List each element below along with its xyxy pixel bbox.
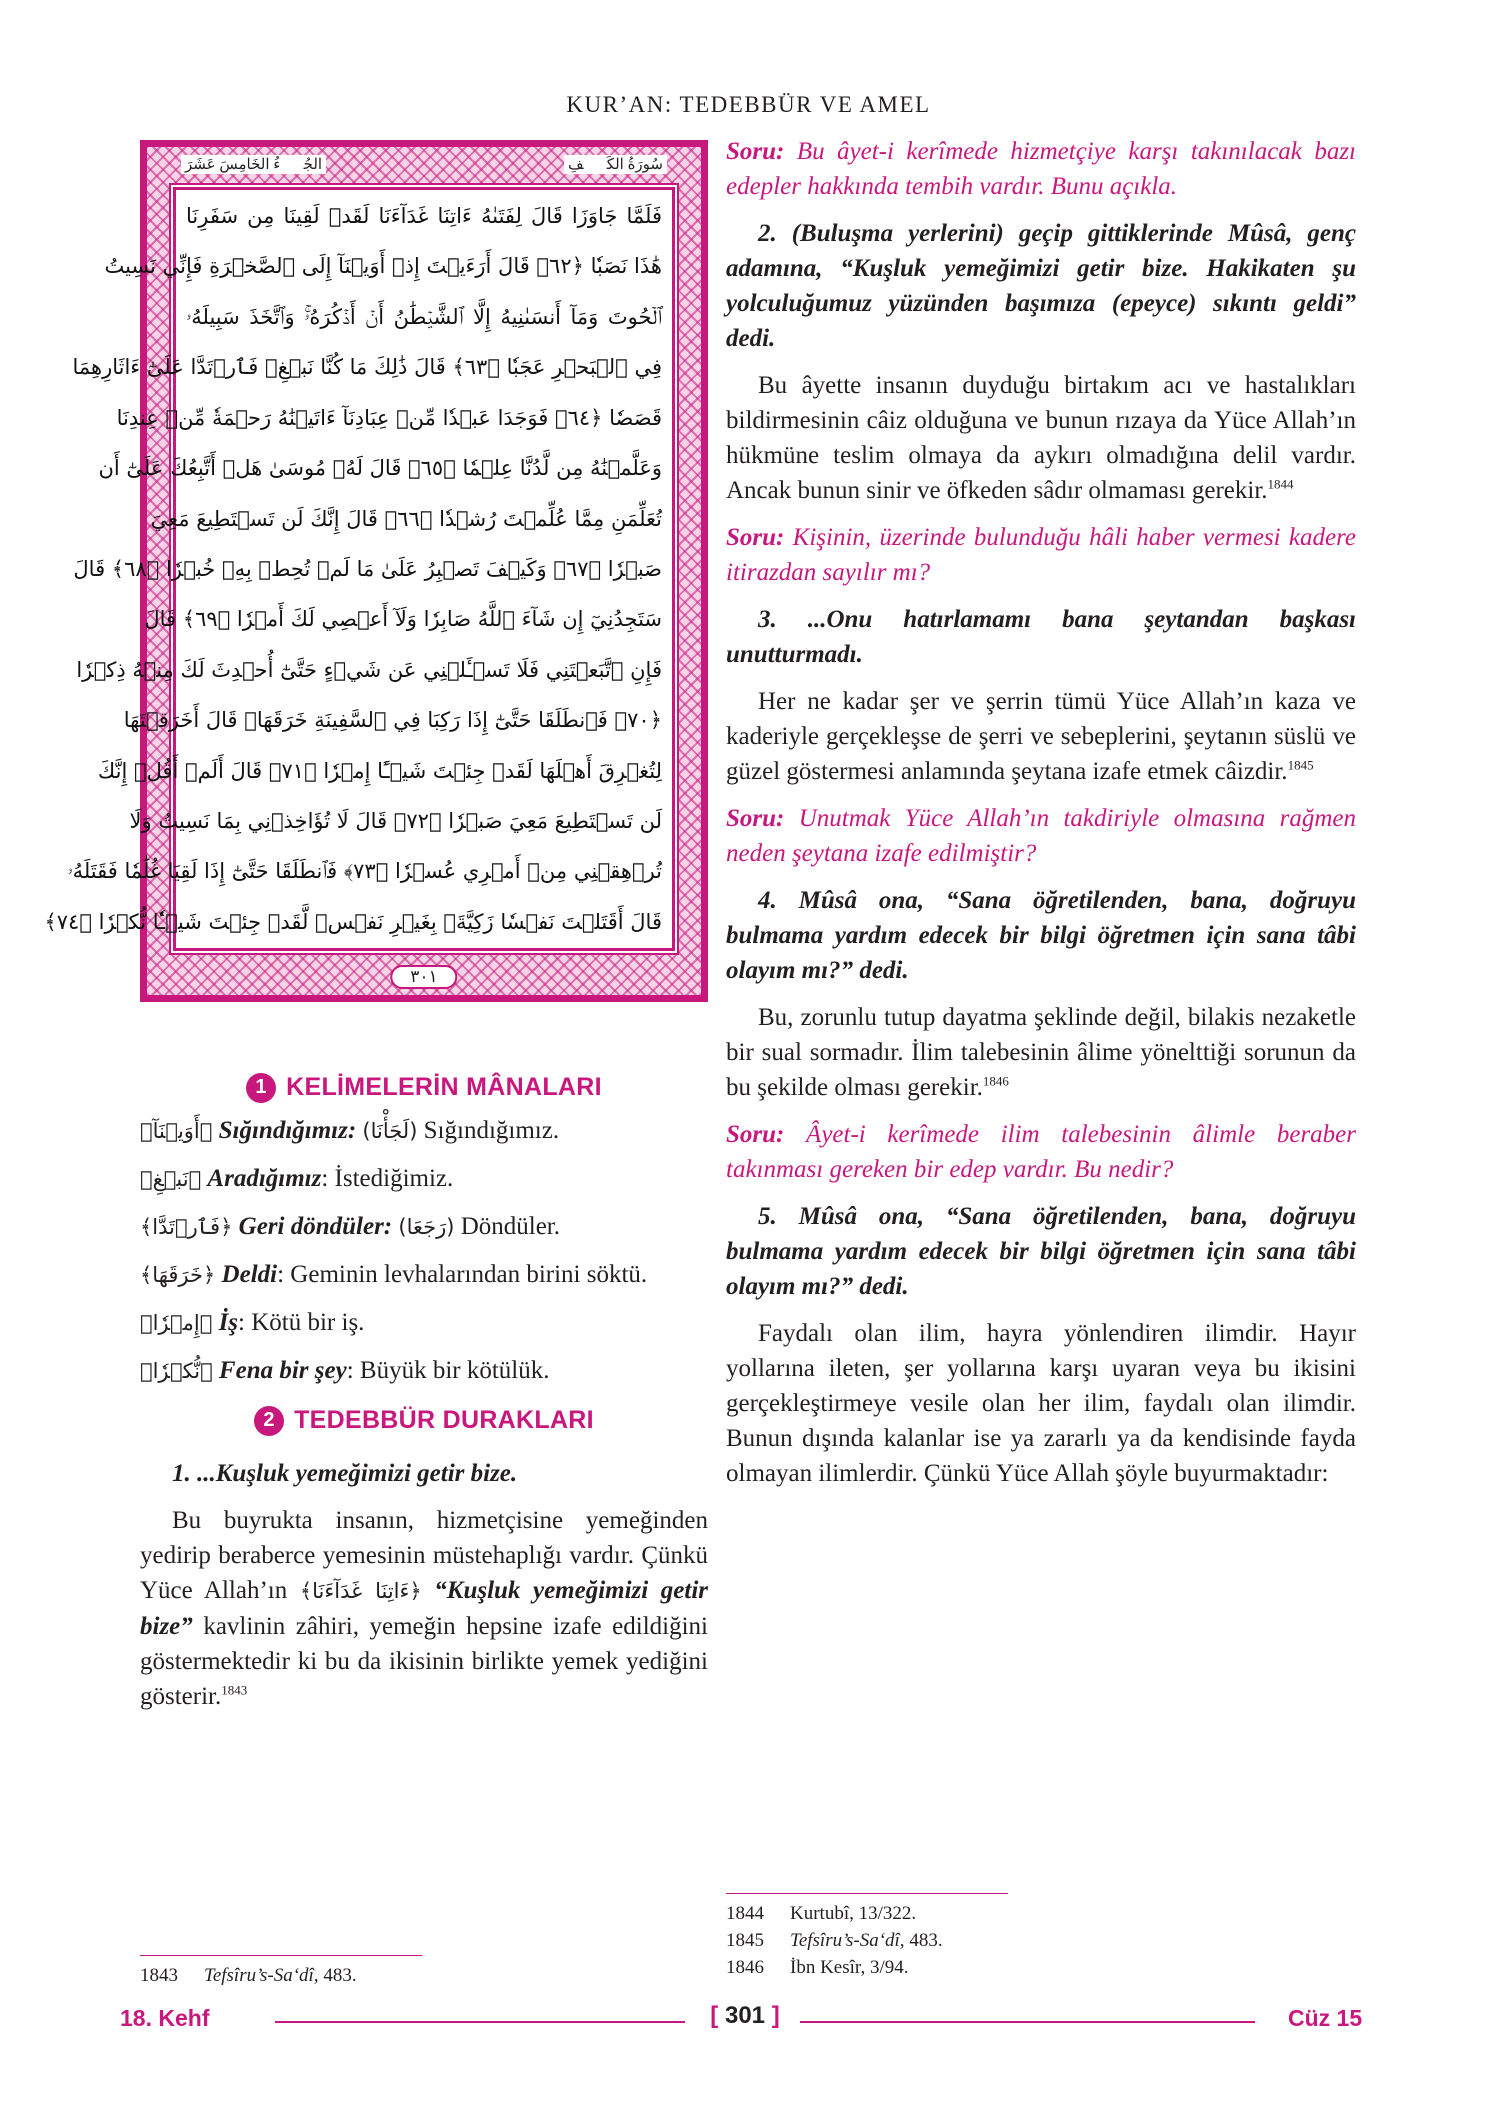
mushaf-page-frame <box>44 140 708 1002</box>
word-meaning: : Büyük bir kötülük. <box>346 1357 550 1384</box>
verse-heading: 3. ...Onu hatırlamamı bana şeytandan başkası unutturmadı. <box>726 606 1356 668</box>
footnote-rule <box>140 1955 422 1956</box>
verse-line: فِي ٱلۡبَحۡرِ عَجَبٗا ﴿٦٣﴾ قَالَ ذَٰلِكَ مَا كُنَّا نَبۡغِۚ فَٱرۡتَدَّا عَلَىٰٓ ءَاثَارِهِمَا <box>72 355 662 380</box>
paragraph-text: Bu buyrukta insanın, hizmetçisine yemeğinden yedirip beraberce yemesinin müstehaplığı vardır. Çünkü Yüce Allah’ın <box>140 1507 708 1604</box>
question-block <box>726 1117 1356 1187</box>
word-arabic: ﴿خَرَقَهَا﴾ <box>140 1263 216 1287</box>
section-number-badge: 2 <box>254 1406 284 1436</box>
footnote <box>140 1962 700 1989</box>
footnote-number: 1846 <box>726 1957 764 1978</box>
word-term: İş <box>218 1309 239 1336</box>
footer-rule-left <box>275 2021 685 2023</box>
word-arabic: ﴿نَبۡغِ﴾ <box>140 1167 202 1191</box>
verse-heading: 5. Mûsâ ona, “Sana öğretilenden, bana, doğruyu bulmama yardım edecek bir bilgi öğretmen için sana tâbi olayım mı?” dedi. <box>726 1203 1356 1300</box>
inline-quote: “Kuşluk yemeğimizi getir bize” <box>140 1577 709 1640</box>
word-item <box>140 1161 708 1197</box>
verse-heading: 4. Mûsâ ona, “Sana öğretilenden, bana, doğruyu bulmama yardım edecek bir bilgi öğretmen için sana tâbi olayım mı?” dedi. <box>726 887 1356 984</box>
question-text: Âyet-i kerîmede ilim talebesinin âlimle beraber takınması gereken bir edep vardır. Bu nedir? <box>726 1121 1356 1183</box>
footnote <box>726 1954 1346 1981</box>
question-text: Bu âyet-i kerîmede hizmetçiye karşı takınılacak bazı edepler hakkında tembih vardır. Bunu açıkla. <box>726 138 1356 200</box>
word-meaning: Döndüler. <box>460 1213 560 1240</box>
word-meaning: Sığındığımız. <box>423 1117 560 1144</box>
bracket-open: [ <box>710 2002 719 2029</box>
word-meaning: : İstediğimiz. <box>321 1165 454 1192</box>
footnote-ref[interactable]: 1846 <box>982 1073 1009 1089</box>
word-arabic-gloss: (رَجَعَا) <box>398 1215 455 1239</box>
footnote-text <box>790 1900 916 1927</box>
word-list <box>140 1113 708 1389</box>
footnote-list <box>726 1900 1346 1981</box>
paragraph-text: Bu âyette insanın duyduğu birtakım acı ve hastalıkları bildirmesinin câiz olduğuna ve bunun rızaya da Yüce Allah’ın hükmüne teslim olmaya da aykırı olmadığına delil vardır. Ancak bunun sinir ve öfkeden sâdır olmaması gerekir. <box>726 372 1356 504</box>
question-label: Soru: <box>726 524 785 551</box>
word-item <box>140 1209 708 1245</box>
word-meaning: : Geminin levhalarından birini söktü. <box>277 1261 648 1288</box>
word-arabic: ﴿أَوَيۡنَآ﴾ <box>140 1119 213 1143</box>
footnote-ref[interactable]: 1843 <box>221 1682 248 1698</box>
running-title: KUR’AN: TEDEBBÜR VE AMEL <box>566 92 931 117</box>
body-paragraph <box>726 368 1356 508</box>
left-column <box>140 1070 708 1714</box>
mushaf-page-number: ٣٠١ <box>390 965 457 989</box>
footer-surah: 18. Kehf <box>120 2005 210 2031</box>
body-paragraph: Faydalı olan ilim, hayra yönlendiren ilimdir. Hayır yollarına ileten, şer yollarına karşı uyaran veya bu ikisini gerçekleştirmeye vesile olan her ilim, faydalı olan ilimdir. Bunun dışında kalanlar ise ya zararlı ya da kendisinde fayda olmayan ilimlerdir. Çünkü Yüce Allah şöyle buyurmaktadır: <box>726 1320 1356 1487</box>
footnote-source: Tefsîru’s-Sa‘dî, <box>204 1965 319 1986</box>
footnote-number: 1845 <box>726 1930 764 1951</box>
footnote-page: İbn Kesîr, 3/94. <box>790 1957 909 1978</box>
verse-line: لَن تَسۡتَطِيعَ مَعِيَ صَبۡرٗا ﴿٧٢﴾ قَالَ لَا تُؤَاخِذۡنِي بِمَا نَسِيتُ وَلَا <box>129 809 662 834</box>
verse-line: فَلَمَّا جَاوَزَا قَالَ لِفَتَىٰهُ ءَاتِنَا غَدَآءَنَا لَقَدۡ لَقِينَا مِن سَفَرِنَا <box>186 204 662 228</box>
word-item <box>140 1257 708 1293</box>
word-meaning: : Kötü bir iş. <box>238 1309 365 1336</box>
bracket-close: ] <box>771 2002 780 2029</box>
footnote-text <box>790 1954 909 1981</box>
footnote <box>726 1900 1346 1927</box>
question-label: Soru: <box>726 138 785 165</box>
paragraph-text: Bu, zorunlu tutup dayatma şeklinde değil, bilakis nezaketle bir sual sormadır. İlim talebesinin âlime yönelttiği sorunun da bu şekilde olması gerekir. <box>726 1004 1356 1101</box>
verse-lines <box>44 196 662 942</box>
question-block <box>726 801 1356 871</box>
word-term: Deldi <box>221 1261 278 1288</box>
verse-line: سَتَجِدُنِيٓ إِن شَآءَ ٱللَّهُ صَابِرٗا وَلَآ أَعۡصِي لَكَ أَمۡرٗا ﴿٦٩﴾ قَالَ <box>144 607 662 632</box>
page-number: 301 <box>724 2002 766 2029</box>
section-title: KELİMELERİN MÂNALARI <box>286 1073 602 1101</box>
mushaf-text-area <box>44 187 675 951</box>
body-paragraph <box>726 684 1356 789</box>
verse-heading: 2. (Buluşma yerlerini) geçip gittiklerinde Mûsâ, genç adamına, “Kuşluk yemeğimizi getir bize. Hakikaten şu yolculuğumuz yüzünden başımıza (epeyce) sıkıntı geldi” dedi. <box>726 220 1356 352</box>
question-text: Kişinin, üzerinde bulunduğu hâli haber vermesi kadere itirazdan sayılır mı? <box>726 524 1356 586</box>
verse-line: تُرۡهِقۡنِي مِنۡ أَمۡرِي عُسۡرٗا ﴿٧٣﴾ فَٱنطَلَقَا حَتَّىٰٓ إِذَا لَقِيَا غُلَٰمٗا فَقَتَلَهُۥ <box>67 859 662 884</box>
question-text: Unutmak Yüce Allah’ın takdiriyle olmasına rağmen neden şeytana izafe edilmiştir? <box>726 805 1356 867</box>
verse-line: لِتُغۡرِقَ أَهۡلَهَا لَقَدۡ جِئۡتَ شَيۡـًٔا إِمۡرٗا ﴿٧١﴾ قَالَ أَلَمۡ أَقُلۡ إِنَّكَ <box>97 758 662 783</box>
verse-line: قَصَصٗا ﴿٦٤﴾ فَوَجَدَا عَبۡدٗا مِّنۡ عِبَادِنَآ ءَاتَيۡنَٰهُ رَحۡمَةٗ مِّنۡ عِندِنَا <box>116 405 662 430</box>
footnote <box>726 1927 1346 1954</box>
verse-line: صَبۡرٗا ﴿٦٧﴾ وَكَيۡفَ تَصۡبِرُ عَلَىٰ مَا لَمۡ تُحِطۡ بِهِۦ خُبۡرٗا ﴿٦٨﴾ قَالَ <box>73 556 662 581</box>
paragraph-text: kavlinin zâhiri, yemeğin hepsine izafe edildiğini göstermektedir ki bu da ikisinin birlikte yemek yediğini gösterir. <box>140 1613 708 1710</box>
mushaf-surah-label: سُورَةُ الكَهۡفِ <box>564 155 667 174</box>
word-item <box>140 1305 708 1341</box>
verse-line: ٱلۡحُوتَ وَمَآ أَنسَىٰنِيهُ إِلَّا ٱلشَّيۡطَٰنُ أَنۡ أَذۡكُرَهُۥۚ وَٱتَّخَذَ سَبِيلَهُۥ <box>186 304 662 329</box>
question-label: Soru: <box>726 805 785 832</box>
body-paragraph <box>726 1000 1356 1105</box>
footer-rule-right <box>800 2021 1255 2023</box>
word-arabic: ﴿إِمۡرٗا﴾ <box>140 1311 213 1335</box>
question-label: Soru: <box>726 1121 785 1148</box>
section-heading-tedebbur <box>140 1403 708 1438</box>
item-heading: 1. ...Kuşluk yemeğimizi getir bize. <box>172 1460 518 1487</box>
verse-line: فَإِنِ ٱتَّبَعۡتَنِي فَلَا تَسۡـَٔلۡنِي عَن شَيۡءٍ حَتَّىٰٓ أُحۡدِثَ لَكَ مِنۡهُ ذِكۡرٗا <box>76 657 662 682</box>
footer-page-number <box>700 2002 790 2030</box>
footnote-ref[interactable]: 1844 <box>1267 476 1294 492</box>
footnote-text <box>204 1962 357 1989</box>
paragraph-text: Her ne kadar şer ve şerrin tümü Yüce Allah’ın kaza ve kaderiyle gerçekleşse de şerri ve sebeplerini, şeytanın süslü ve güzel göstermesi anlamında şeytana izafe etmek câizdir. <box>726 688 1356 785</box>
section-heading-words <box>140 1070 708 1105</box>
footnote-text <box>790 1927 943 1954</box>
footnote-page: Kurtubî, 13/322. <box>790 1903 917 1924</box>
word-term: Fena bir şey <box>218 1357 347 1384</box>
word-arabic: ﴿نُّكۡرٗا﴾ <box>140 1359 213 1383</box>
right-column <box>726 134 1356 1491</box>
footnote-number: 1843 <box>140 1965 178 1986</box>
word-term: Sığındığımız: <box>218 1117 357 1144</box>
footnote-rule <box>726 1893 1008 1894</box>
verse-line: هَٰذَا نَصَبٗا ﴿٦٢﴾ قَالَ أَرَءَيۡتَ إِذۡ أَوَيۡنَآ إِلَى ٱلصَّخۡرَةِ فَإِنِّي نَسِيتُ <box>104 254 662 279</box>
verse-line: ﴿٧٠﴾ فَٱنطَلَقَا حَتَّىٰٓ إِذَا رَكِبَا فِي ٱلسَّفِينَةِ خَرَقَهَاۖ قَالَ أَخَرَقۡتَهَا <box>123 708 662 733</box>
question-block <box>726 134 1356 204</box>
inline-arabic: ﴿ءَاتِنَا غَدَآءَنَا﴾ <box>299 1579 422 1603</box>
verse-line: تُعَلِّمَنِ مِمَّا عُلِّمۡتَ رُشۡدٗا ﴿٦٦﴾ قَالَ إِنَّكَ لَن تَسۡتَطِيعَ مَعِيَ <box>150 506 662 531</box>
section-title: TEDEBBÜR DURAKLARI <box>294 1406 594 1434</box>
word-term: Geri döndüler: <box>238 1213 393 1240</box>
footer-juz: Cüz 15 <box>1288 2005 1363 2031</box>
footnote-page: 483. <box>318 1965 357 1986</box>
word-arabic-gloss: (لَجَأْنَا) <box>362 1119 418 1143</box>
question-block <box>726 520 1356 590</box>
section-number-badge: 1 <box>246 1073 276 1103</box>
mushaf-juz-label: الجُزۡءُ الخَامِسَ عَشَرَ <box>181 155 326 174</box>
verse-line: قَالَ أَقَتَلۡتَ نَفۡسٗا زَكِيَّةَۢ بِغَيۡرِ نَفۡسٖ لَّقَدۡ جِئۡتَ شَيۡـٔٗا نُّكۡرٗا ﴿٧٤﴾ <box>44 909 662 934</box>
verse-line: وَعَلَّمۡنَٰهُ مِن لَّدُنَّا عِلۡمٗا ﴿٦٥﴾ قَالَ لَهُۥ مُوسَىٰ هَلۡ أَتَّبِعُكَ عَلَىٰٓ أَن <box>98 456 662 481</box>
word-item <box>140 1353 708 1389</box>
body-paragraph <box>140 1503 708 1714</box>
footnote-source: Tefsîru’s-Sa‘dî, <box>790 1930 905 1951</box>
footnote-ref[interactable]: 1845 <box>1287 757 1314 773</box>
footnote-page: 483. <box>904 1930 943 1951</box>
word-term: Aradığımız <box>207 1165 322 1192</box>
word-arabic: ﴿فَٱرۡتَدَّا﴾ <box>140 1215 233 1239</box>
footnote-number: 1844 <box>726 1903 764 1924</box>
word-item <box>140 1113 708 1149</box>
